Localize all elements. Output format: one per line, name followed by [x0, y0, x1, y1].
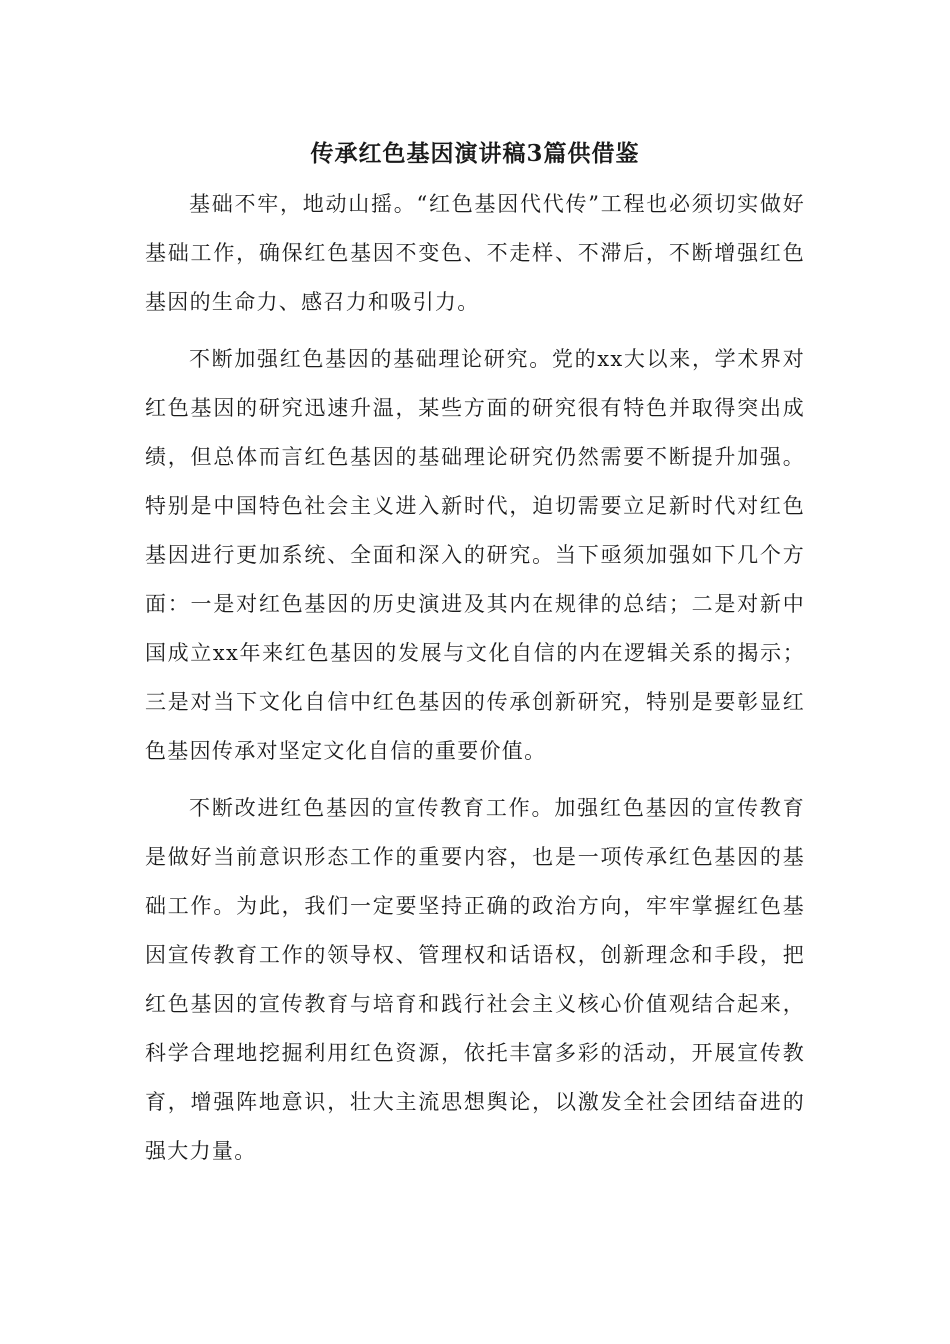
- paragraph-education-work: 不断改进红色基因的宣传教育工作。加强红色基因的宣传教育是做好当前意识形态工作的重要内容，也是一项传承红色基因的基础工作。为此，我们一定要坚持正确的政治方向，牢牢掌握红色基因宣传教育工作的领导权、管理权和话语权，创新理念和手段，把红色基因的宣传教育与培育和践行社会主义核心价值观结合起来，科学合理地挖掘利用红色资源，依托丰富多彩的活动，开展宣传教育，增强阵地意识，壮大主流思想舆论，以激发全社会团结奋进的强大力量。: [145, 796, 805, 1163]
- document-body: [145, 180, 805, 1184]
- paragraph-intro: 基础不牢，地动山摇。“红色基因代代传”工程也必须切实做好基础工作，确保红色基因不变色、不走样、不滞后，不断增强红色基因的生命力、感召力和吸引力。: [145, 192, 805, 314]
- paragraph-theory-research: 不断加强红色基因的基础理论研究。党的xx大以来，学术界对红色基因的研究迅速升温，某些方面的研究很有特色并取得突出成绩，但总体而言红色基因的基础理论研究仍然需要不断提升加强。特别是中国特色社会主义进入新时代，迫切需要立足新时代对红色基因进行更加系统、全面和深入的研究。当下亟须加强如下几个方面：一是对红色基因的历史演进及其内在规律的总结；二是对新中国成立xx年来红色基因的发展与文化自信的内在逻辑关系的揭示；三是对当下文化自信中红色基因的传承创新研究，特别是要彰显红色基因传承对坚定文化自信的重要价值。: [145, 347, 805, 763]
- document-title: 传承红色基因演讲稿3篇供借鉴: [310, 140, 640, 167]
